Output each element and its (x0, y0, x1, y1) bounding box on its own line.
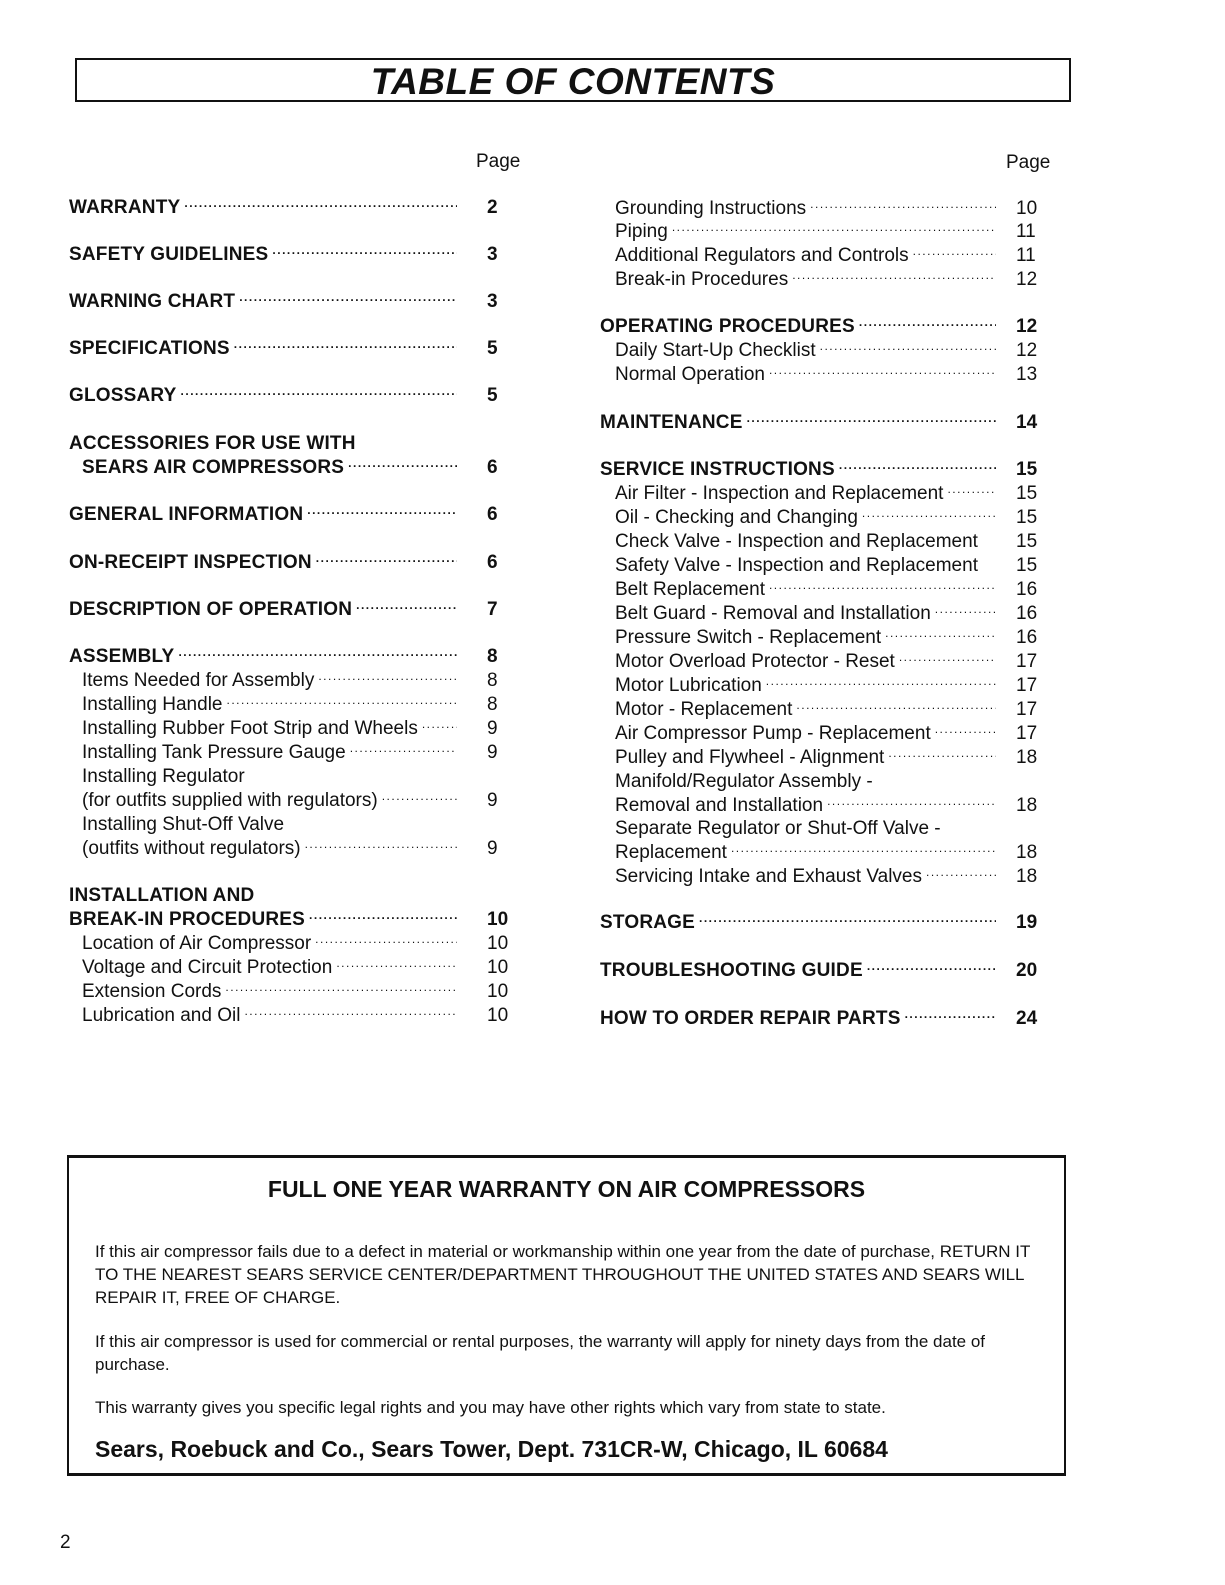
toc-entry-label: SERVICE INSTRUCTIONS (600, 459, 835, 480)
toc-entry-label: Break-in Procedures (615, 269, 789, 290)
toc-entry-page-number: 6 (487, 552, 498, 573)
dot-leader (731, 836, 996, 860)
title-box (75, 58, 1071, 102)
dot-leader (272, 238, 457, 262)
toc-entry-page-number: 12 (1016, 340, 1038, 361)
dot-leader (796, 693, 996, 717)
toc-entry-page-number: 3 (487, 291, 498, 312)
toc-entry-page-number: 12 (1016, 269, 1038, 290)
dot-leader (305, 832, 457, 856)
toc-entry-page-number: 10 (487, 957, 509, 978)
toc-entry-page-number: 18 (1016, 866, 1038, 887)
toc-entry-label: (for outfits supplied with regulators) (82, 790, 378, 811)
dot-leader (318, 664, 457, 688)
warranty-paragraph-3: This warranty gives you specific legal rights and you may have other rights which vary from state to state. (95, 1398, 886, 1417)
toc-entry-label: Extension Cords (82, 981, 222, 1002)
dot-leader (926, 860, 996, 884)
dot-leader (184, 191, 457, 215)
toc-entry (615, 865, 1000, 889)
dot-leader (315, 927, 457, 951)
toc-entry (615, 506, 1000, 530)
dot-leader (827, 789, 996, 813)
toc-entry-label: Installing Rubber Foot Strip and Wheels (82, 718, 418, 739)
toc-entry-page-number: 5 (487, 338, 498, 359)
toc-entry-label: (outfits without regulators) (82, 838, 301, 859)
page-title: TABLE OF CONTENTS (370, 61, 776, 102)
warranty-paragraph-2: If this air compressor is used for commercial or rental purposes, the warranty will apply for ninety days from the date of purchase. (95, 1332, 986, 1374)
toc-entry-page-number: 16 (1016, 603, 1038, 624)
toc-entry (69, 503, 461, 527)
toc-entry-page-number: 10 (487, 909, 509, 930)
toc-entry-label: Belt Replacement (615, 579, 765, 600)
toc-entry-page-number: 16 (1016, 579, 1038, 600)
toc-entry-label: SPECIFICATIONS (69, 338, 230, 359)
toc-entry-label: Pulley and Flywheel - Alignment (615, 747, 885, 768)
dot-leader (913, 239, 996, 263)
toc-entry-label: SEARS AIR COMPRESSORS (82, 457, 345, 478)
toc-entry-page-number: 9 (487, 718, 498, 739)
toc-entry-label: HOW TO ORDER REPAIR PARTS (600, 1008, 901, 1029)
dot-leader (244, 999, 457, 1023)
toc-entry-page-number: 8 (487, 670, 498, 691)
toc-entry-label: Belt Guard - Removal and Installation (615, 603, 931, 624)
toc-entry-label: Normal Operation (615, 364, 765, 385)
toc-entry (82, 1004, 461, 1028)
toc-entry-page-number: 18 (1016, 842, 1038, 863)
toc-entry-label: Installing Shut-Off Valve (82, 814, 285, 835)
dot-leader (316, 546, 457, 570)
dot-leader (859, 310, 996, 334)
toc-entry-label: INSTALLATION AND (69, 885, 255, 906)
dot-leader (234, 332, 457, 356)
right-page-column-header: Page (1006, 152, 1051, 173)
toc-entry-label: Grounding Instructions (615, 198, 807, 219)
toc-entry-page-number: 18 (1016, 795, 1038, 816)
toc-entry-label: Motor Lubrication (615, 675, 762, 696)
toc-entry-label: Lubrication and Oil (82, 1005, 241, 1026)
dot-leader (307, 498, 457, 522)
dot-leader (792, 263, 996, 287)
dot-leader (947, 477, 996, 501)
dot-leader (820, 334, 996, 358)
dot-leader (905, 1002, 996, 1026)
toc-entry-label: Piping (615, 221, 668, 242)
toc-entry (600, 911, 1000, 935)
toc-entry-page-number: 10 (487, 981, 509, 1002)
toc-entry-label: OPERATING PROCEDURES (600, 316, 855, 337)
toc-entry-label: Location of Air Compressor (82, 933, 312, 954)
dot-leader (747, 406, 996, 430)
toc-entry-page-number: 17 (1016, 651, 1038, 672)
toc-entry-label: STORAGE (600, 912, 696, 933)
toc-entry (69, 290, 461, 314)
toc-entry-label: Oil - Checking and Changing (615, 507, 858, 528)
toc-entry-page-number: 15 (1016, 459, 1038, 480)
toc-entry-label: GENERAL INFORMATION (69, 504, 304, 525)
toc-entry-page-number: 2 (487, 197, 498, 218)
dot-leader (181, 379, 457, 403)
toc-entry-page-number: 15 (1016, 531, 1038, 552)
toc-entry-page-number: 9 (487, 742, 498, 763)
toc-entry (615, 794, 1000, 818)
toc-entry-page-number: 17 (1016, 699, 1038, 720)
toc-entry-label: Motor - Replacement (615, 699, 793, 720)
toc-entry-page-number: 5 (487, 385, 498, 406)
toc-entry-page-number: 16 (1016, 627, 1038, 648)
toc-entry-page-number: 6 (487, 457, 498, 478)
dot-leader (867, 954, 996, 978)
toc-entry-page-number: 12 (1016, 316, 1038, 337)
toc-entry-label: Air Compressor Pump - Replacement (615, 723, 931, 744)
dot-leader (888, 741, 996, 765)
dot-leader (239, 285, 457, 309)
toc-entry (69, 196, 461, 220)
toc-entry (600, 411, 1000, 435)
toc-entry-page-number: 3 (487, 244, 498, 265)
toc-entry-label: Separate Regulator or Shut-Off Valve - (615, 818, 941, 839)
toc-entry (69, 337, 461, 361)
toc-entry-label: Items Needed for Assembly (82, 670, 315, 691)
dot-leader (382, 784, 457, 808)
toc-entry-label: ACCESSORIES FOR USE WITH (69, 433, 356, 454)
toc-entry-label: MAINTENANCE (600, 412, 743, 433)
toc-entry-page-number: 10 (487, 1005, 509, 1026)
toc-entry-label: Motor Overload Protector - Reset (615, 651, 895, 672)
toc-entry-label: DESCRIPTION OF OPERATION (69, 599, 353, 620)
toc-entry-page-number: 20 (1016, 960, 1038, 981)
toc-entry-label: Installing Regulator (82, 766, 245, 787)
toc-entry-page-number: 17 (1016, 675, 1038, 696)
toc-entry-label: Air Filter - Inspection and Replacement (615, 483, 944, 504)
dot-leader (862, 501, 996, 525)
toc-entry-page-number: 15 (1016, 507, 1038, 528)
toc-entry (600, 458, 1000, 482)
toc-entry-label: GLOSSARY (69, 385, 177, 406)
toc-entry (615, 746, 1000, 770)
toc-entry-label: SAFETY GUIDELINES (69, 244, 269, 265)
dot-leader (226, 688, 457, 712)
toc-entry (615, 268, 1000, 292)
dot-leader (766, 669, 996, 693)
toc-entry-label: Voltage and Circuit Protection (82, 957, 333, 978)
toc-entry (600, 1007, 1000, 1031)
dot-leader (350, 736, 457, 760)
toc-entry-label: Installing Handle (82, 694, 223, 715)
dot-leader (899, 645, 996, 669)
toc-entry-page-number: 15 (1016, 483, 1038, 504)
dot-leader (672, 215, 996, 239)
toc-entry (69, 551, 461, 575)
toc-entry-page-number: 14 (1016, 412, 1038, 433)
toc-entry (615, 363, 1000, 387)
dot-leader (422, 712, 457, 736)
toc-entry (82, 789, 461, 813)
dot-leader (769, 573, 996, 597)
dot-leader (885, 621, 996, 645)
warranty-title: FULL ONE YEAR WARRANTY ON AIR COMPRESSORS (267, 1176, 866, 1202)
left-page-column-header: Page (476, 151, 521, 172)
toc-entry-page-number: 11 (1016, 245, 1036, 266)
toc-entry-page-number: 7 (487, 599, 498, 620)
toc-entry (82, 741, 461, 765)
dot-leader (348, 451, 457, 475)
toc-entry-page-number: 19 (1016, 912, 1038, 933)
dot-leader (356, 593, 457, 617)
dot-leader (839, 453, 996, 477)
toc-entry-label: WARNING CHART (69, 291, 236, 312)
toc-entry-page-number: 9 (487, 790, 498, 811)
toc-entry-page-number: 11 (1016, 221, 1036, 242)
dot-leader (769, 358, 996, 382)
dot-leader (309, 903, 457, 927)
toc-entry (600, 959, 1000, 983)
toc-entry-page-number: 18 (1016, 747, 1038, 768)
toc-entry-label: Manifold/Regulator Assembly - (615, 771, 873, 792)
dot-leader (935, 717, 996, 741)
warranty-box (67, 1155, 1066, 1476)
toc-entry (69, 598, 461, 622)
toc-entry (615, 530, 1000, 554)
toc-entry-page-number: 10 (487, 933, 509, 954)
dot-leader (225, 975, 457, 999)
toc-entry-label: WARRANTY (69, 197, 181, 218)
toc-entry-page-number: 9 (487, 838, 498, 859)
toc-entry-page-number: 24 (1016, 1008, 1038, 1029)
toc-entry-label: ON-RECEIPT INSPECTION (69, 552, 312, 573)
toc-entry-label: TROUBLESHOOTING GUIDE (600, 960, 863, 981)
page-number: 2 (60, 1532, 71, 1553)
toc-entry-page-number: 8 (487, 694, 498, 715)
toc-entry-label: Installing Tank Pressure Gauge (82, 742, 346, 763)
toc-entry-label: Replacement (615, 842, 727, 863)
warranty-paragraph-1: If this air compressor fails due to a defect in material or workmanship within one year from the date of purchase, RETURN IT TO THE NEAREST SEARS SERVICE CENTER/DEPARTMENT THROUGHOUT THE UNITED STATES AND SEARS WILL REPAIR IT, FREE OF CHARGE. (95, 1242, 1031, 1307)
toc-entry (69, 243, 461, 267)
toc-entry-page-number: 8 (487, 646, 498, 667)
toc-entry-page-number: 13 (1016, 364, 1038, 385)
toc-entry-page-number: 15 (1016, 555, 1038, 576)
toc-entry-label: Servicing Intake and Exhaust Valves (615, 866, 922, 887)
toc-entry-label: Removal and Installation (615, 795, 824, 816)
toc-entry-label: Daily Start-Up Checklist (615, 340, 816, 361)
toc-entry-label: BREAK-IN PROCEDURES (69, 909, 306, 930)
toc-entry (82, 456, 461, 480)
dot-leader (699, 906, 996, 930)
toc-entry-page-number: 10 (1016, 198, 1038, 219)
toc-entry-label: Safety Valve - Inspection and Replacement (615, 555, 978, 576)
toc-entry-page-number: 17 (1016, 723, 1038, 744)
dot-leader (178, 640, 457, 664)
dot-leader (935, 597, 996, 621)
toc-entry-label: Additional Regulators and Controls (615, 245, 909, 266)
sears-address: Sears, Roebuck and Co., Sears Tower, Dept. 731CR-W, Chicago, IL 60684 (95, 1436, 888, 1462)
toc-entry-label: Pressure Switch - Replacement (615, 627, 882, 648)
dot-leader (810, 192, 996, 216)
toc-entry-page-number: 6 (487, 504, 498, 525)
toc-entry (82, 837, 461, 861)
toc-entry-label: ASSEMBLY (69, 646, 175, 667)
dot-leader (336, 951, 457, 975)
toc-entry (69, 384, 461, 408)
toc-entry (82, 693, 461, 717)
toc-entry-label: Check Valve - Inspection and Replacement (615, 531, 978, 552)
